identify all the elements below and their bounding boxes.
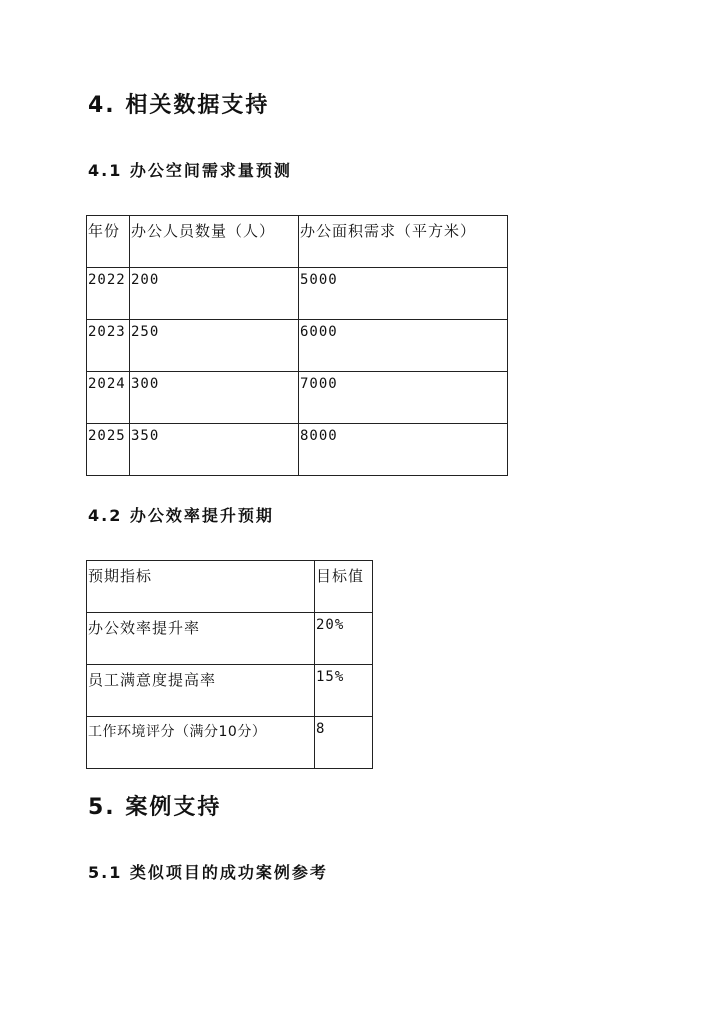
table-header-cell: 办公人员数量（人） <box>130 216 299 268</box>
table-cell: 300 <box>130 372 299 424</box>
table-header-row <box>87 216 508 268</box>
table-cell: 20% <box>315 613 373 665</box>
table-row <box>87 424 508 476</box>
section-5-heading: 5. 案例支持 <box>88 795 222 820</box>
table-cell: 15% <box>315 665 373 717</box>
table-cell: 7000 <box>299 372 508 424</box>
table-cell: 250 <box>130 320 299 372</box>
table-row <box>87 613 373 665</box>
space-demand-table <box>86 215 508 476</box>
table-header-cell: 年份 <box>87 216 130 268</box>
section-5-1-heading: 5.1 类似项目的成功案例参考 <box>88 863 328 882</box>
table-cell: 5000 <box>299 268 508 320</box>
table-header-cell: 办公面积需求（平方米） <box>299 216 508 268</box>
table-cell: 2025 <box>87 424 130 476</box>
table-cell: 2022 <box>87 268 130 320</box>
table-cell: 200 <box>130 268 299 320</box>
table-header-row <box>87 561 373 613</box>
table-row <box>87 665 373 717</box>
table-cell: 6000 <box>299 320 508 372</box>
table-header-cell: 预期指标 <box>87 561 315 613</box>
efficiency-table <box>86 560 373 769</box>
table-cell: 2024 <box>87 372 130 424</box>
table-row <box>87 320 508 372</box>
table-row <box>87 717 373 769</box>
table-cell: 办公效率提升率 <box>87 613 315 665</box>
table-cell: 8000 <box>299 424 508 476</box>
table-cell: 350 <box>130 424 299 476</box>
section-4-1-heading: 4.1 办公空间需求量预测 <box>88 161 292 180</box>
table-cell: 工作环境评分（满分10分） <box>87 717 315 769</box>
table-cell: 8 <box>315 717 373 769</box>
table-row <box>87 268 508 320</box>
table-cell: 2023 <box>87 320 130 372</box>
table-row <box>87 372 508 424</box>
table-header-cell: 目标值 <box>315 561 373 613</box>
table-cell: 员工满意度提高率 <box>87 665 315 717</box>
section-4-heading: 4. 相关数据支持 <box>88 93 270 118</box>
section-4-2-heading: 4.2 办公效率提升预期 <box>88 506 274 525</box>
